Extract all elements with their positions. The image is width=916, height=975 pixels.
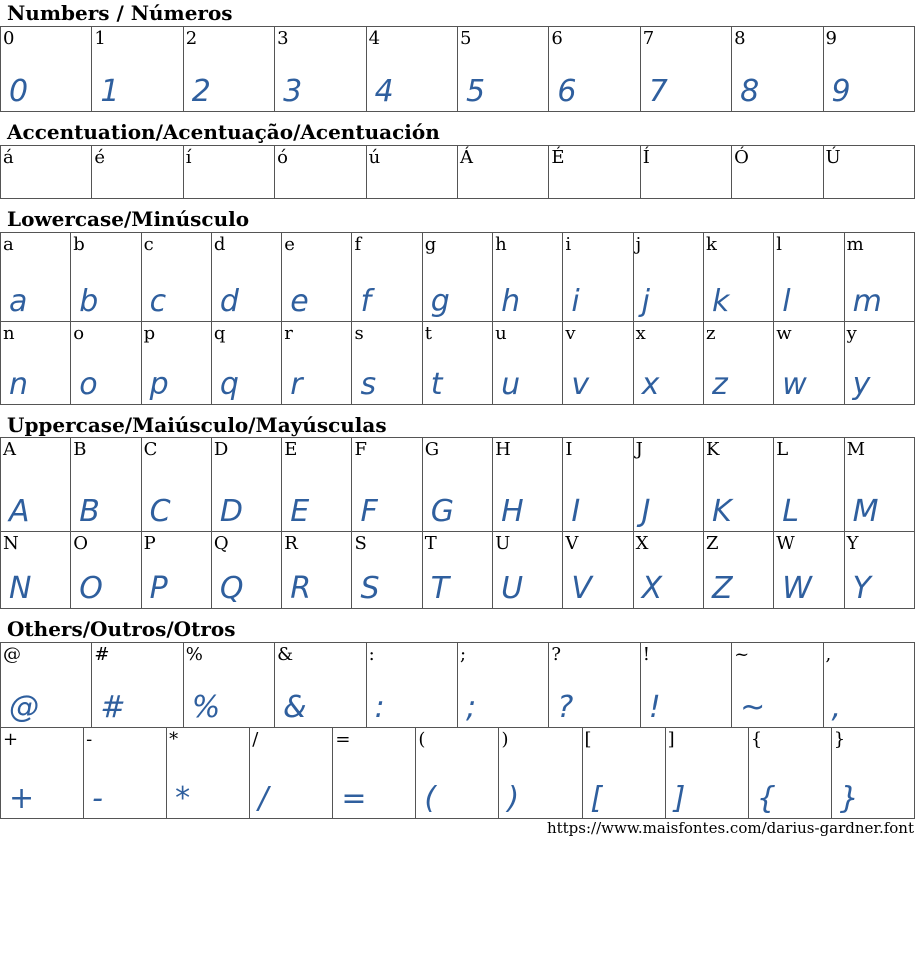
character-label: ) (501, 729, 509, 750)
character-cell (493, 438, 563, 532)
handwritten-glyph-sample: [ (590, 781, 603, 816)
character-label: 0 (3, 28, 15, 49)
character-cell (563, 438, 633, 532)
handwritten-glyph-sample: R (290, 571, 312, 606)
character-cell (774, 322, 844, 405)
character-cell (493, 322, 563, 405)
character-label: : (368, 644, 375, 665)
character-cell (1, 438, 71, 532)
character-cell (774, 233, 844, 322)
section-title-uppercase: Uppercase/Maiúsculo/Mayúsculas (7, 413, 387, 437)
handwritten-glyph-sample: W (782, 571, 812, 606)
grid-row (1, 233, 915, 322)
character-label: ú (368, 147, 381, 168)
character-cell (84, 728, 167, 819)
section-title-accentuation: Accentuation/Acentuação/Acentuación (7, 120, 440, 144)
character-label: A (3, 439, 16, 460)
character-label: f (354, 234, 362, 255)
character-label: R (284, 533, 298, 554)
character-label: 9 (825, 28, 837, 49)
handwritten-glyph-sample: o (79, 367, 98, 402)
handwritten-glyph-sample: w (782, 367, 807, 402)
handwritten-glyph-sample: e (290, 284, 309, 319)
character-cell (457, 27, 548, 112)
character-label: 7 (642, 28, 655, 49)
character-cell (416, 728, 499, 819)
character-cell (774, 438, 844, 532)
handwritten-glyph-sample: C (149, 494, 171, 529)
character-cell (422, 438, 492, 532)
character-label: X (635, 533, 649, 554)
character-label: o (73, 323, 85, 344)
character-cell (640, 27, 731, 112)
character-cell (366, 643, 457, 728)
character-label: L (776, 439, 789, 460)
handwritten-glyph-sample: M (852, 494, 879, 529)
handwritten-glyph-sample: # (100, 690, 126, 725)
character-label: Ó (734, 147, 749, 168)
character-cell (844, 438, 914, 532)
character-label: e (284, 234, 295, 255)
handwritten-glyph-sample: 8 (740, 74, 760, 109)
character-label: / (252, 729, 259, 750)
character-cell (275, 643, 366, 728)
character-label: Í (642, 147, 650, 168)
character-cell (665, 728, 748, 819)
character-label: S (354, 533, 367, 554)
handwritten-glyph-sample: Z (711, 571, 733, 606)
character-cell (703, 322, 773, 405)
handwritten-glyph-sample: + (9, 781, 35, 816)
character-label: w (776, 323, 792, 344)
character-label: j (635, 234, 642, 255)
character-cell (92, 146, 183, 199)
character-cell (1, 27, 92, 112)
character-cell (211, 532, 281, 609)
character-cell (366, 146, 457, 199)
handwritten-glyph-sample: b (79, 284, 99, 319)
character-cell (183, 643, 274, 728)
grid-row (1, 27, 915, 112)
character-cell (352, 438, 422, 532)
handwritten-glyph-sample: V (571, 571, 592, 606)
character-cell (563, 322, 633, 405)
character-cell (183, 27, 274, 112)
character-label: n (3, 323, 15, 344)
character-cell (211, 233, 281, 322)
handwritten-glyph-sample: q (219, 367, 239, 402)
character-label: É (551, 147, 565, 168)
character-label: T (424, 533, 437, 554)
character-label: m (846, 234, 864, 255)
character-cell (563, 532, 633, 609)
handwritten-glyph-sample: n (9, 367, 29, 402)
character-label: D (213, 439, 229, 460)
character-label: % (185, 644, 203, 665)
character-cell (167, 728, 250, 819)
handwritten-glyph-sample: D (219, 494, 243, 529)
character-label: ? (551, 644, 561, 665)
character-cell (352, 233, 422, 322)
handwritten-glyph-sample: i (571, 284, 580, 319)
handwritten-glyph-sample: % (191, 690, 221, 725)
handwritten-glyph-sample: Q (219, 571, 244, 606)
character-label: ó (277, 147, 289, 168)
character-label: H (495, 439, 511, 460)
character-cell (703, 438, 773, 532)
character-cell (823, 643, 914, 728)
character-cell (1, 322, 71, 405)
handwritten-glyph-sample: , (831, 690, 842, 725)
character-cell (275, 146, 366, 199)
character-label: V (565, 533, 579, 554)
handwritten-glyph-sample: 1 (100, 74, 120, 109)
character-cell (282, 438, 352, 532)
character-cell (1, 643, 92, 728)
handwritten-glyph-sample: S (360, 571, 380, 606)
character-cell (499, 728, 582, 819)
handwritten-glyph-sample: F (360, 494, 378, 529)
character-cell (640, 643, 731, 728)
character-label: - (86, 729, 93, 750)
handwritten-glyph-sample: E (290, 494, 310, 529)
character-label: 8 (734, 28, 746, 49)
character-cell (640, 146, 731, 199)
handwritten-glyph-sample: } (839, 781, 859, 816)
handwritten-glyph-sample: ! (648, 690, 661, 725)
handwritten-glyph-sample: = (341, 781, 367, 816)
character-cell (141, 322, 211, 405)
character-label: B (73, 439, 87, 460)
lowercase-grid (0, 232, 915, 405)
character-cell (633, 322, 703, 405)
character-cell (1, 728, 84, 819)
handwritten-glyph-sample: z (711, 367, 728, 402)
character-label: l (776, 234, 783, 255)
character-label: í (185, 147, 192, 168)
character-label: 4 (368, 28, 381, 49)
handwritten-glyph-sample: ~ (740, 690, 766, 725)
character-cell (748, 728, 831, 819)
character-label: h (495, 234, 507, 255)
character-cell (633, 233, 703, 322)
handwritten-glyph-sample: N (9, 571, 32, 606)
character-cell (493, 532, 563, 609)
handwritten-glyph-sample: l (782, 284, 791, 319)
character-label: { (750, 729, 763, 750)
character-label: I (565, 439, 573, 460)
character-label: W (776, 533, 795, 554)
character-cell (549, 27, 640, 112)
handwritten-glyph-sample: u (501, 367, 521, 402)
character-cell (1, 532, 71, 609)
character-label: y (846, 323, 857, 344)
character-cell (282, 233, 352, 322)
character-label: 3 (277, 28, 289, 49)
character-cell (563, 233, 633, 322)
character-label: ~ (734, 644, 750, 665)
character-cell (633, 438, 703, 532)
handwritten-glyph-sample: d (219, 284, 239, 319)
character-cell (422, 532, 492, 609)
character-cell (582, 728, 665, 819)
character-cell (71, 233, 141, 322)
handwritten-glyph-sample: 0 (9, 74, 29, 109)
handwritten-glyph-sample: / (258, 781, 269, 816)
handwritten-glyph-sample: T (430, 571, 450, 606)
character-cell (422, 322, 492, 405)
character-label: E (284, 439, 298, 460)
character-label: * (169, 729, 179, 750)
handwritten-glyph-sample: v (571, 367, 590, 402)
character-cell (457, 146, 548, 199)
character-label: [ (584, 729, 592, 750)
handwritten-glyph-sample: ? (557, 690, 574, 725)
grid-row (1, 322, 915, 405)
character-cell (732, 27, 823, 112)
handwritten-glyph-sample: Y (852, 571, 871, 606)
handwritten-glyph-sample: 5 (465, 74, 486, 109)
character-label: , (825, 644, 832, 665)
handwritten-glyph-sample: f (360, 284, 372, 319)
handwritten-glyph-sample: X (641, 571, 663, 606)
character-label: M (846, 439, 865, 460)
character-label: á (3, 147, 14, 168)
character-label: p (143, 323, 156, 344)
character-label: ; (459, 644, 467, 665)
handwritten-glyph-sample: 9 (831, 74, 851, 109)
character-cell (282, 532, 352, 609)
character-cell (774, 532, 844, 609)
character-cell (141, 233, 211, 322)
character-cell (844, 532, 914, 609)
character-label: d (213, 234, 226, 255)
character-label: K (705, 439, 720, 460)
character-label: 6 (551, 28, 563, 49)
character-cell (732, 643, 823, 728)
character-label: s (354, 323, 364, 344)
handwritten-glyph-sample: k (711, 284, 730, 319)
others-grid-row-2 (0, 727, 915, 819)
character-label: F (354, 439, 367, 460)
character-cell (844, 233, 914, 322)
character-label: G (424, 439, 440, 460)
character-label: C (143, 439, 158, 460)
character-label: t (424, 323, 433, 344)
accentuation-grid (0, 145, 915, 199)
character-label: 1 (94, 28, 106, 49)
handwritten-glyph-sample: ] (673, 781, 686, 816)
character-label: v (565, 323, 576, 344)
grid-row (1, 643, 915, 728)
character-cell (732, 146, 823, 199)
character-label: x (635, 323, 646, 344)
character-label: @ (3, 644, 21, 665)
character-label: } (833, 729, 846, 750)
character-label: i (565, 234, 572, 255)
character-cell (71, 532, 141, 609)
character-label: k (705, 234, 717, 255)
character-cell (1, 146, 92, 199)
character-cell (282, 322, 352, 405)
character-cell (352, 532, 422, 609)
handwritten-glyph-sample: m (852, 284, 882, 319)
handwritten-glyph-sample: 7 (648, 74, 668, 109)
handwritten-glyph-sample: x (641, 367, 660, 402)
character-label: z (705, 323, 716, 344)
character-cell (71, 322, 141, 405)
source-url: https://www.maisfontes.com/darius-gardner.font (546, 819, 914, 837)
character-cell (493, 233, 563, 322)
character-label: 2 (185, 28, 198, 49)
uppercase-grid (0, 437, 915, 609)
handwritten-glyph-sample: 4 (374, 74, 394, 109)
character-label: ( (418, 729, 426, 750)
handwritten-glyph-sample: { (756, 781, 776, 816)
character-label: Ú (825, 147, 841, 168)
handwritten-glyph-sample: @ (9, 690, 39, 725)
character-cell (366, 27, 457, 112)
character-cell (703, 233, 773, 322)
handwritten-glyph-sample: H (501, 494, 524, 529)
character-label: a (3, 234, 14, 255)
character-cell (141, 438, 211, 532)
character-label: O (73, 533, 89, 554)
character-cell (92, 27, 183, 112)
grid-row (1, 146, 915, 199)
handwritten-glyph-sample: r (290, 367, 303, 402)
grid-row (1, 438, 915, 532)
character-cell (250, 728, 333, 819)
character-label: q (213, 323, 226, 344)
character-cell (92, 643, 183, 728)
handwritten-glyph-sample: ( (424, 781, 437, 816)
handwritten-glyph-sample: h (501, 284, 521, 319)
character-cell (183, 146, 274, 199)
handwritten-glyph-sample: j (641, 284, 651, 319)
character-label: ! (642, 644, 650, 665)
character-cell (831, 728, 914, 819)
character-label: ] (667, 729, 675, 750)
handwritten-glyph-sample: 3 (283, 74, 303, 109)
handwritten-glyph-sample: c (149, 284, 167, 319)
section-title-numbers: Numbers / Números (7, 1, 233, 25)
handwritten-glyph-sample: P (149, 571, 168, 606)
handwritten-glyph-sample: K (711, 494, 732, 529)
character-cell (457, 643, 548, 728)
character-label: J (635, 439, 643, 460)
handwritten-glyph-sample: I (571, 494, 581, 529)
handwritten-glyph-sample: - (92, 781, 103, 816)
section-title-lowercase: Lowercase/Minúsculo (7, 207, 250, 231)
handwritten-glyph-sample: 6 (557, 74, 577, 109)
handwritten-glyph-sample: * (175, 781, 191, 816)
character-label: + (3, 729, 19, 750)
character-cell (333, 728, 416, 819)
character-cell (211, 322, 281, 405)
character-cell (211, 438, 281, 532)
character-label: # (94, 644, 110, 665)
character-label: U (495, 533, 511, 554)
handwritten-glyph-sample: t (430, 367, 443, 402)
grid-row (1, 532, 915, 609)
character-label: & (277, 644, 294, 665)
handwritten-glyph-sample: A (9, 494, 30, 529)
character-cell (141, 532, 211, 609)
character-cell (703, 532, 773, 609)
handwritten-glyph-sample: 2 (191, 74, 211, 109)
character-label: = (335, 729, 351, 750)
character-cell (422, 233, 492, 322)
character-cell (823, 27, 914, 112)
handwritten-glyph-sample: L (782, 494, 799, 529)
character-cell (1, 233, 71, 322)
character-cell (71, 438, 141, 532)
character-cell (549, 146, 640, 199)
handwritten-glyph-sample: & (283, 690, 307, 725)
handwritten-glyph-sample: ; (465, 690, 477, 725)
character-label: b (73, 234, 85, 255)
numbers-grid (0, 26, 915, 112)
character-label: é (94, 147, 106, 168)
character-label: Y (846, 533, 859, 554)
character-label: N (3, 533, 19, 554)
grid-row (1, 728, 915, 819)
character-cell (352, 322, 422, 405)
character-cell (823, 146, 914, 199)
handwritten-glyph-sample: : (374, 690, 385, 725)
character-cell (844, 322, 914, 405)
character-label: Á (459, 147, 473, 168)
character-label: P (143, 533, 156, 554)
character-label: u (495, 323, 507, 344)
handwritten-glyph-sample: ) (507, 781, 520, 816)
handwritten-glyph-sample: J (641, 494, 651, 529)
character-label: Q (213, 533, 229, 554)
character-cell (549, 643, 640, 728)
character-label: Z (705, 533, 719, 554)
section-title-others: Others/Outros/Otros (7, 617, 236, 641)
character-label: c (143, 234, 154, 255)
handwritten-glyph-sample: U (501, 571, 524, 606)
character-cell (633, 532, 703, 609)
character-label: 5 (459, 28, 472, 49)
handwritten-glyph-sample: G (430, 494, 455, 529)
others-grid-row-1 (0, 642, 915, 728)
handwritten-glyph-sample: O (79, 571, 103, 606)
handwritten-glyph-sample: B (79, 494, 100, 529)
character-label: r (284, 323, 293, 344)
character-label: g (424, 234, 437, 255)
handwritten-glyph-sample: s (360, 367, 377, 402)
handwritten-glyph-sample: a (9, 284, 28, 319)
handwritten-glyph-sample: g (430, 284, 450, 319)
handwritten-glyph-sample: p (149, 367, 169, 402)
handwritten-glyph-sample: y (852, 367, 871, 402)
character-cell (275, 27, 366, 112)
